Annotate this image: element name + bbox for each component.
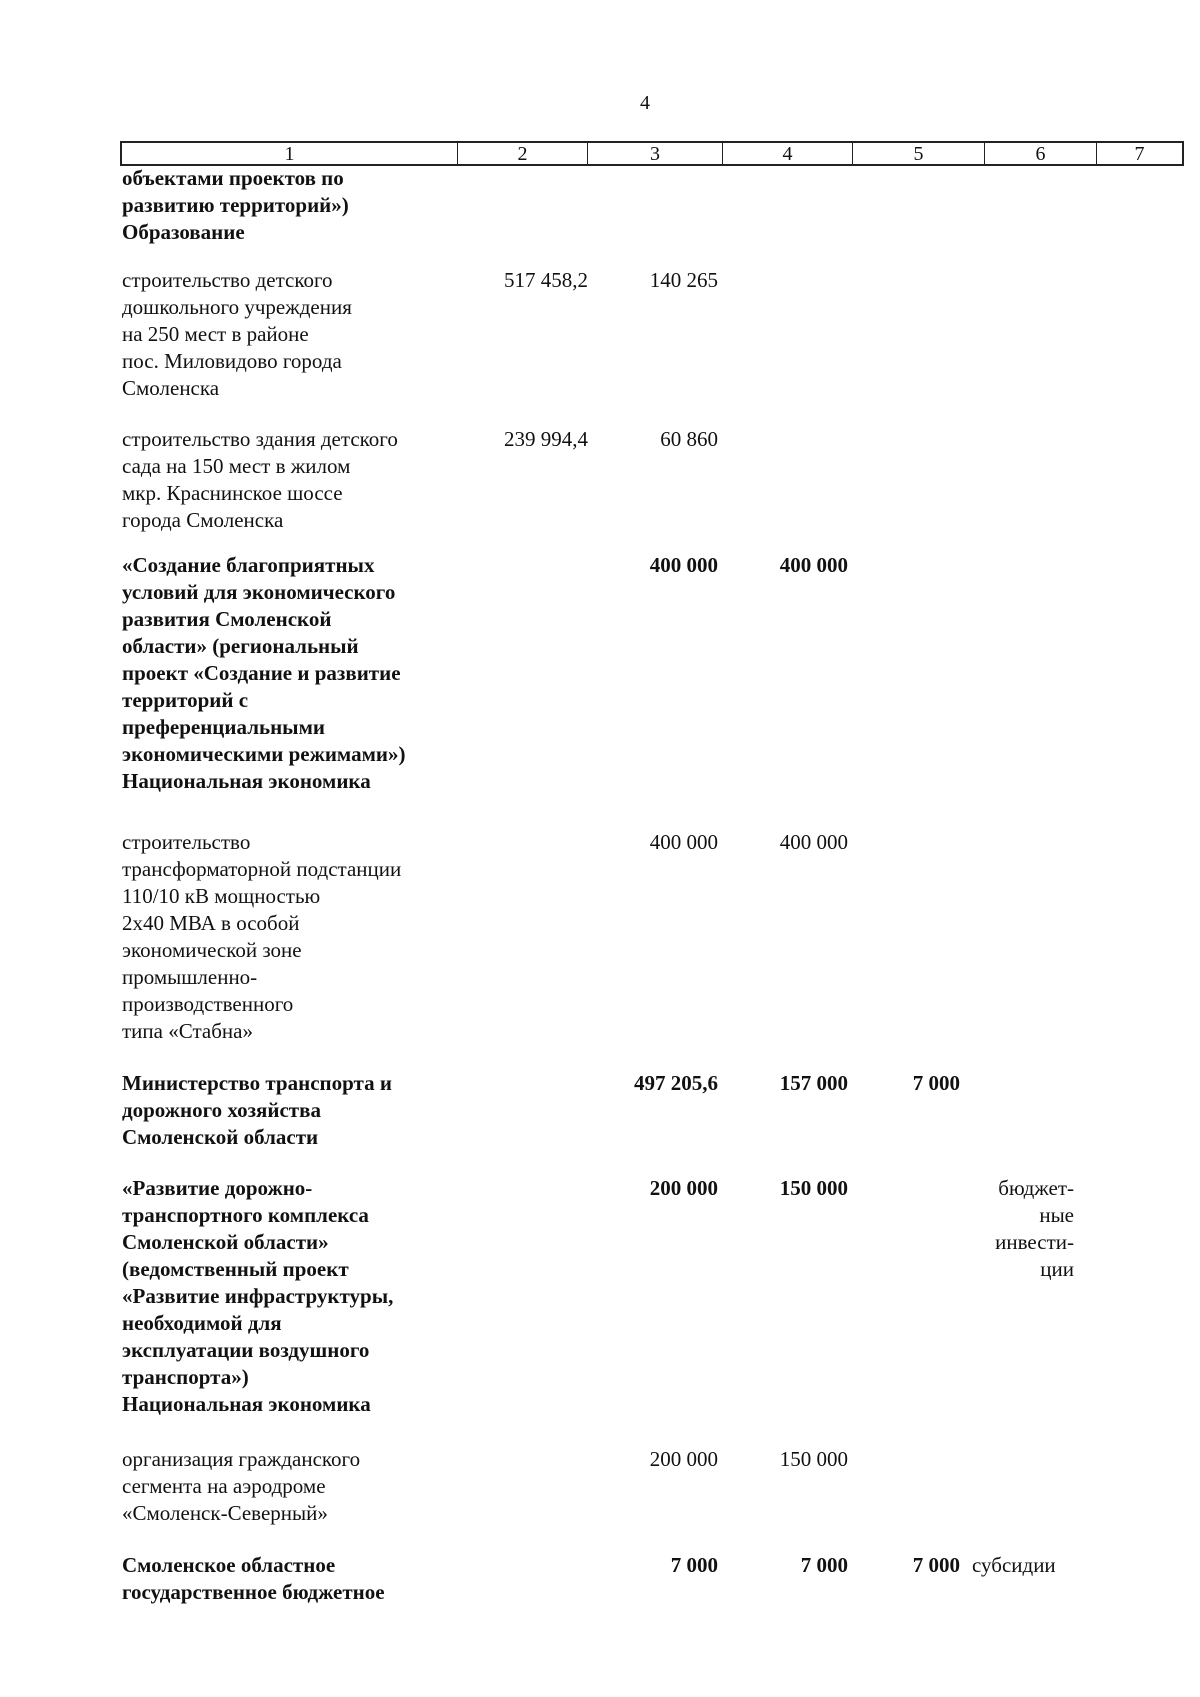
row-name-cell: «Создание благоприятных условий для экономического развития Смоленской области» (региональный проект «Создание и развитие территорий с преференциальными экономическими режимами») Национальная экономика bbox=[122, 553, 406, 793]
col4-value: 150 000 bbox=[779, 1447, 848, 1471]
row-name-cell: Смоленское областное государственное бюджетное bbox=[122, 1553, 385, 1604]
table-column-header bbox=[120, 141, 1184, 166]
column-header-6: 6 bbox=[985, 143, 1097, 164]
col3-value: 200 000 bbox=[649, 1176, 718, 1200]
col3-value: 7 000 bbox=[670, 1553, 718, 1577]
row-name-cell: строительство трансформаторной подстанции 110/10 кВ мощностью 2х40 МВА в особой экономической зоне промышленно- производственного типа «Стабна» bbox=[122, 830, 402, 1043]
row-name-cell: «Развитие дорожно- транспортного комплекса Смоленской области» (ведомственный проект «Развитие инфраструктуры, необходимой для эксплуатации воздушного транспорта») Национальная экономика bbox=[122, 1176, 394, 1416]
col3-value: 400 000 bbox=[649, 553, 718, 577]
col3-value: 497 205,6 bbox=[634, 1071, 718, 1095]
col3-value: 140 265 bbox=[649, 268, 718, 292]
column-header-1: 1 bbox=[122, 143, 458, 164]
col4-value: 400 000 bbox=[779, 553, 848, 577]
col4-value: 400 000 bbox=[779, 830, 848, 854]
row-name-cell: объектами проектов по развитию территорий») Образование bbox=[122, 166, 349, 244]
page-number: 4 bbox=[640, 92, 650, 114]
row-name-cell: строительство здания детского сада на 150 мест в жилом мкр. Краснинское шоссе города Смоленска bbox=[122, 427, 398, 532]
column-header-2: 2 bbox=[458, 143, 588, 164]
row-name-cell: организация гражданского сегмента на аэродроме «Смоленск-Северный» bbox=[122, 1447, 361, 1525]
column-header-5: 5 bbox=[853, 143, 985, 164]
column-header-7: 7 bbox=[1134, 143, 1145, 165]
column-header-4: 4 bbox=[723, 143, 853, 164]
col3-value: 400 000 bbox=[649, 830, 718, 854]
col4-value: 157 000 bbox=[779, 1071, 848, 1095]
col3-value: 60 860 bbox=[660, 427, 718, 451]
row-name-cell: строительство детского дошкольного учреждения на 250 мест в районе пос. Миловидово города Смоленска bbox=[122, 268, 352, 400]
col5-value: 7 000 bbox=[912, 1071, 960, 1095]
column-header-3: 3 bbox=[588, 143, 723, 164]
col3-value: 200 000 bbox=[649, 1447, 718, 1471]
col2-value: 239 994,4 bbox=[504, 427, 588, 451]
row-name-cell: Министерство транспорта и дорожного хозяйства Смоленской области bbox=[122, 1071, 392, 1149]
col4-value: 150 000 bbox=[779, 1176, 848, 1200]
col6-value: субсидии bbox=[972, 1553, 1056, 1577]
col6-value: бюджет- ные инвести- ции bbox=[995, 1176, 1074, 1281]
col4-value: 7 000 bbox=[800, 1553, 848, 1577]
col2-value: 517 458,2 bbox=[504, 268, 588, 292]
col5-value: 7 000 bbox=[912, 1553, 960, 1577]
